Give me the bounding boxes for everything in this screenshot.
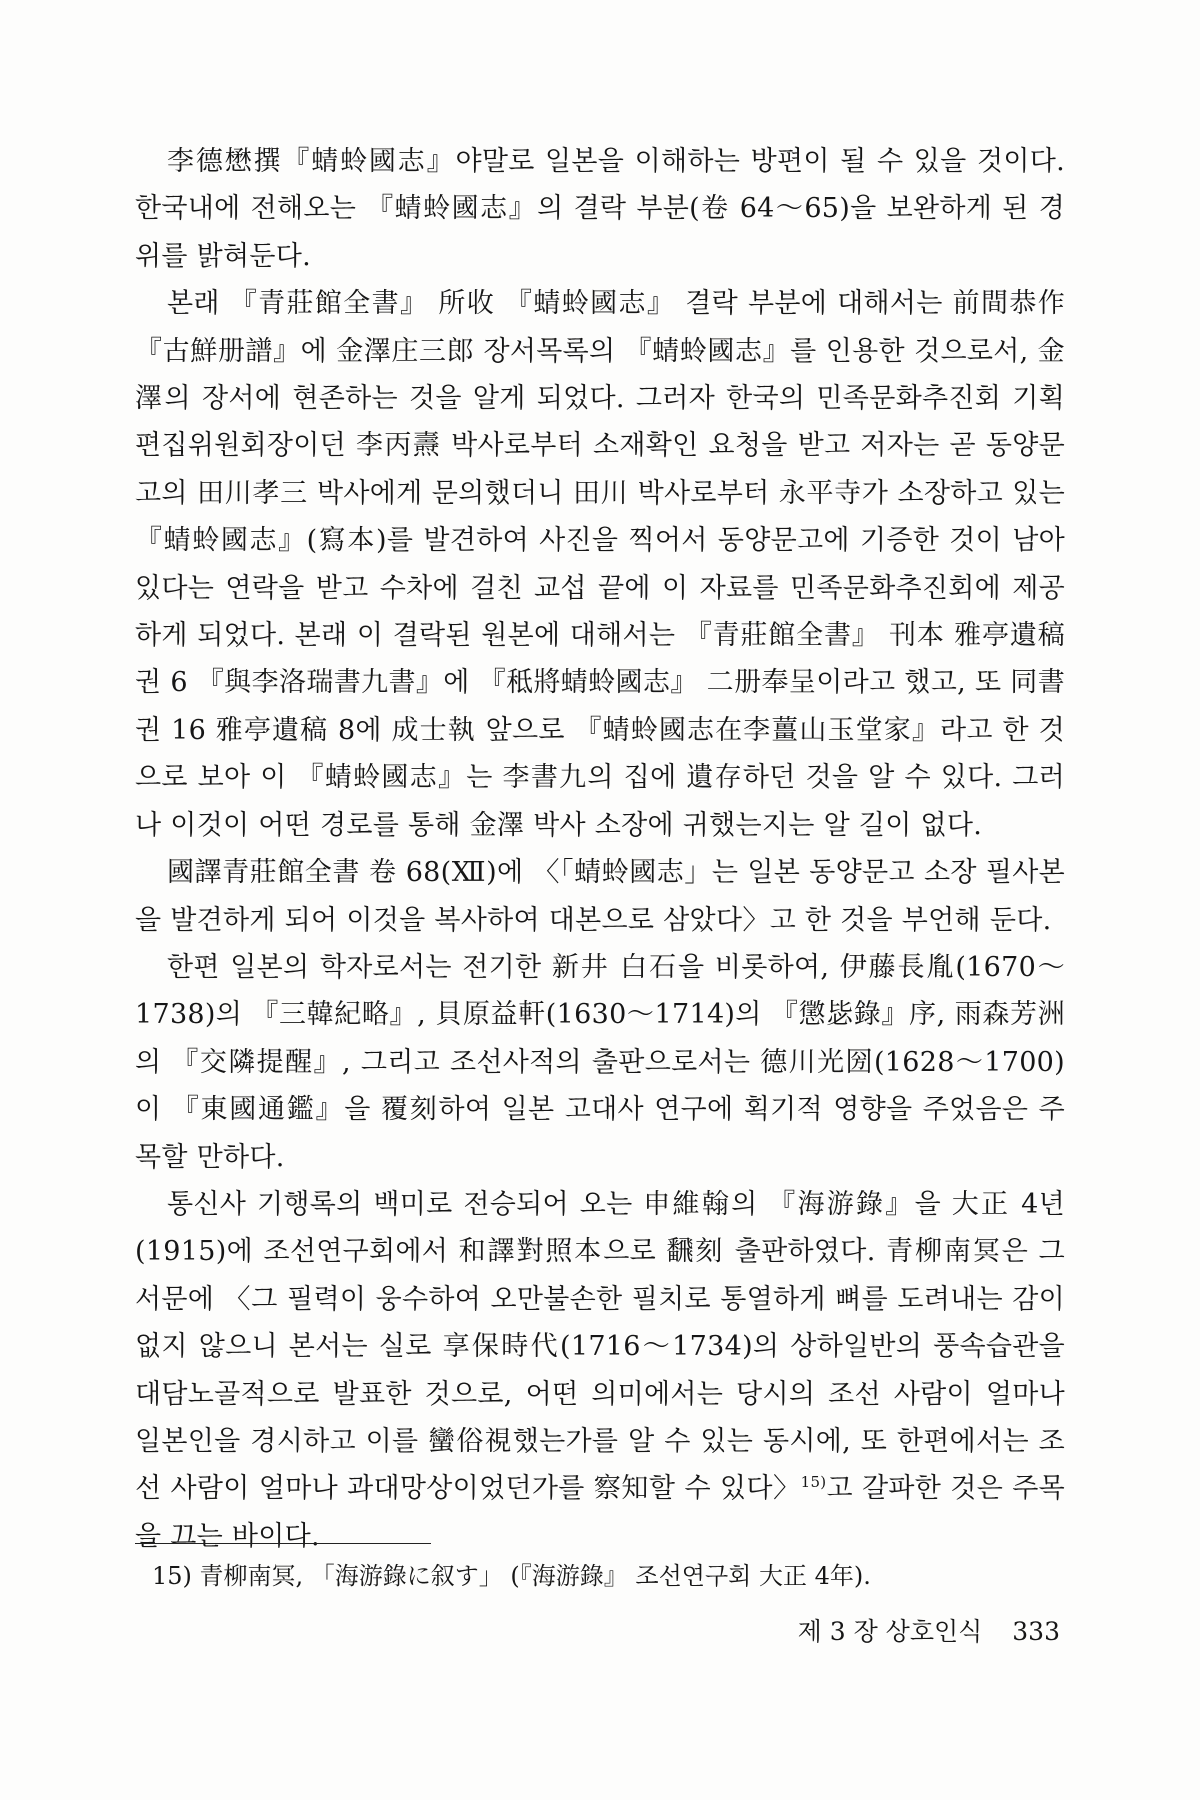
paragraph: 한편 일본의 학자로서는 전기한 新井 白石을 비롯하여, 伊藤長胤(1670～1738)의 『三韓紀略』, 貝原益軒(1630～1714)의 『懲毖錄』序, 雨森芳洲의 『交隣提醒』, 그리고 조선사적의 출판으로서는 德川光圀(1628～1700)이 『東國通鑑』을 覆刻하여 일본 고대사 연구에 획기적 영향을 주었음은 주목할 만하다. (135, 951, 1065, 1173)
footnote: 15) 青柳南冥, 「海游錄に叙す」 (『海游錄』 조선연구회 大正 4年). (152, 1562, 871, 1590)
paragraph: 본래 『青莊館全書』 所收 『蜻蛉國志』 결락 부분에 대해서는 前間恭作 『古鮮册譜』에 金澤庄三郎 장서목록의 『蜻蛉國志』를 인용한 것으로서, 金澤의 장서에 현존하는 것을 알게 되었다. 그러자 한국의 민족문화추진회 기획편집위원회장이던 李丙燾 박사로부터 소재확인 요청을 받고 저자는 곧 동양문고의 田川孝三 박사에게 문의했더니 田川 박사로부터 永平寺가 소장하고 있는 『蜻蛉國志』(寫本)를 발견하여 사진을 찍어서 동양문고에 기증한 것이 남아 있다는 연락을 받고 수차에 걸친 교섭 끝에 이 자료를 민족문화추진회에 제공하게 되었다. 본래 이 결락된 원본에 대해서는 『青莊館全書』 刊本 雅亭遺稿 권 6 『與李洛瑞書九書』에 『秪將蜻蛉國志』 二册奉呈이라고 했고, 또 同書 권 16 雅亭遺稿 8에 成士執 앞으로 『蜻蛉國志在李薑山玉堂家』라고 한 것으로 보아 이 『蜻蛉國志』는 李書九의 집에 遺存하던 것을 알 수 있다. 그러나 이것이 어떤 경로를 통해 金澤 박사 소장에 귀했는지는 알 길이 없다. (135, 288, 1065, 841)
paragraph-tail: 고 갈파한 것은 주목을 끄는 바이다. (135, 1473, 1066, 1552)
paragraph-text: 통신사 기행록의 백미로 전승되어 오는 申維翰의 『海游錄』을 大正 4년(1915)에 조선연구회에서 和譯對照本으로 飜刻 출판하였다. 青柳南冥은 그 서문에 〈그 필력이 웅수하여 오만불손한 필치로 통열하게 뼈를 도려내는 감이 없지 않으니 본서는 실로 享保時代(1716～1734)의 상하일반의 풍속습관을 대담노골적으로 발표한 것으로, 어떤 의미에서는 당시의 조선 사람이 얼마나 일본인을 경시하고 이를 蠻俗視했는가를 알 수 있는 동시에, 또 한편에서는 조선 사람이 얼마나 과대망상이었던가를 察知할 수 있다〉 (135, 1188, 1065, 1505)
chapter-title: 제 3 장 상호인식 (797, 1617, 983, 1646)
body-text (135, 138, 1065, 1560)
footnote-reference[interactable]: 15) (800, 1473, 827, 1492)
page-footer (740, 1612, 1060, 1652)
paragraph: 國譯青莊館全書 卷 68(Ⅻ)에 〈「蜻蛉國志」는 일본 동양문고 소장 필사본을 발견하게 되어 이것을 복사하여 대본으로 삼았다〉고 한 것을 부언해 둔다. (135, 857, 1065, 936)
footnote-divider (135, 1543, 431, 1544)
paragraph: 李德懋撰『蜻蛉國志』야말로 일본을 이해하는 방편이 될 수 있을 것이다. 한국내에 전해오는 『蜻蛉國志』의 결락 부분(卷 64～65)을 보완하게 된 경위를 밝혀둔다. (135, 146, 1065, 272)
paragraph-last (135, 1181, 1065, 1560)
page-number: 333 (1012, 1617, 1060, 1646)
